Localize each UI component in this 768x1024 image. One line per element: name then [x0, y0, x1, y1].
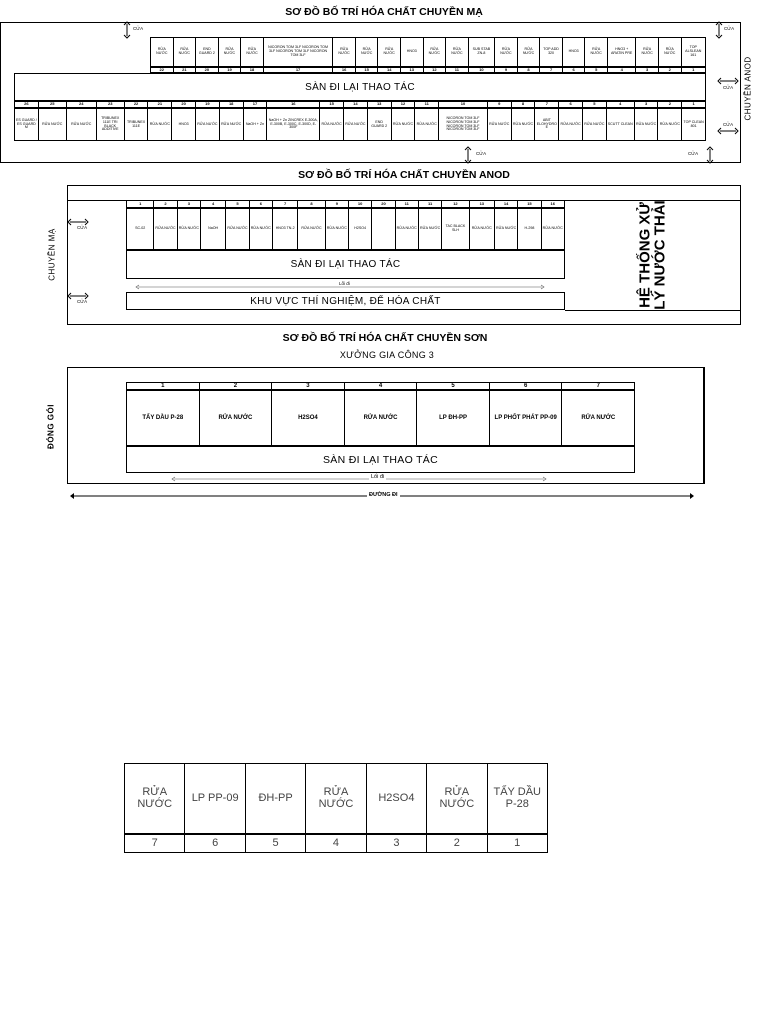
tank-cell: RỬA NƯỚC: [199, 390, 273, 446]
door-arrow-icon: [124, 22, 130, 38]
tank-number: 13: [400, 67, 424, 73]
plating-bottom-number-row: [14, 101, 706, 108]
tank-cell: HNO3: [562, 37, 586, 67]
tank-cell: RỬA NƯỚC: [240, 37, 264, 67]
legend-number: 4: [305, 834, 366, 853]
tank-cell: HNO3: [400, 37, 424, 67]
tank-cell: RỬA NƯỚC: [395, 208, 419, 250]
tank-number: 2: [658, 67, 682, 73]
door-label: CỬA: [77, 299, 88, 304]
tank-number: 6: [558, 101, 583, 108]
legend-number: 2: [426, 834, 487, 853]
tank-cell: TRIBUNEX 111E TRI BLACK ADDITIVE: [96, 108, 125, 141]
tank-number: 15: [517, 200, 541, 208]
tank-number: 16: [541, 200, 565, 208]
tank-cell: RỬA NƯỚC: [561, 390, 635, 446]
legend-number-row: [124, 834, 548, 853]
tank-cell: RỬA NƯỚC: [584, 37, 608, 67]
tank-cell: RỬA NƯỚC: [414, 108, 439, 141]
legend-number: 6: [184, 834, 245, 853]
tank-cell: TRIBUNEX 111E: [124, 108, 149, 141]
tank-cell: RỬA NƯỚC: [297, 208, 325, 250]
legend-cell: ĐH-PP: [245, 763, 306, 834]
aisle-label: Lối đi: [339, 281, 350, 286]
tank-number: 2: [153, 200, 177, 208]
plating-bottom-tank-row: [14, 108, 706, 141]
tank-cell: RỬA NƯỚC: [634, 108, 659, 141]
plating-walkway: SÀN ĐI LẠI THAO TÁC: [14, 73, 706, 101]
tank-cell: RỬA NƯỚC: [218, 37, 242, 67]
section3-subtitle: XƯỞNG GIA CÔNG 3: [339, 350, 435, 360]
side-label-plating: CHUYỀN MẠ: [47, 228, 57, 281]
tank-cell: HNO3 TN-2: [272, 208, 298, 250]
tank-number: 22: [150, 67, 174, 73]
section1-title: SƠ ĐỒ BỐ TRÍ HÓA CHẤT CHUYỀN MẠ: [285, 6, 483, 18]
road-label: ĐƯỜNG ĐI: [369, 492, 398, 498]
tank-cell: H-298: [517, 208, 541, 250]
tank-cell: NICORON TOM 3LF NICORON TOM 3LF NICORON TOM 3LF NICORON TOM 3LF: [438, 108, 488, 141]
tank-cell: RỬA NƯỚC: [582, 108, 607, 141]
anod-tank-row: [126, 208, 565, 250]
tank-cell: RỬA NƯỚC: [319, 108, 344, 141]
tank-number: 26: [14, 101, 39, 108]
tank-number: 18: [240, 67, 264, 73]
tank-number: 20: [171, 101, 196, 108]
tank-number: 6: [562, 67, 586, 73]
tank-number: 11: [414, 101, 439, 108]
tank-number: 1: [126, 200, 154, 208]
tank-cell: H2SO4: [271, 390, 345, 446]
tank-number: 7: [561, 382, 635, 390]
door-label: CỬA: [476, 151, 487, 156]
aisle-label: Lối đi: [371, 474, 385, 480]
tank-cell: HNO3: [171, 108, 196, 141]
tank-cell: LP PHỐT PHÁT PP-09: [489, 390, 563, 446]
door-label: CỬA: [133, 26, 144, 31]
tank-number: 14: [494, 200, 518, 208]
tank-number: 11: [395, 200, 419, 208]
door-arrow-icon: [465, 147, 471, 163]
tank-number: 5: [584, 67, 608, 73]
legend-number: 7: [124, 834, 185, 853]
tank-number: 1: [681, 67, 707, 73]
tank-cell: RỬA NƯỚC: [657, 108, 682, 141]
tank-number: 14: [377, 67, 401, 73]
tank-number: 4: [607, 67, 636, 73]
tank-cell: RỬA NƯỚC: [249, 208, 273, 250]
tank-cell: RỬA NƯỚC: [558, 108, 583, 141]
tank-number: 10: [438, 101, 488, 108]
tank-number: 8: [511, 101, 536, 108]
tank-number: 1: [126, 382, 200, 390]
plating-top-tank-row: [150, 37, 706, 67]
tank-number: 5: [225, 200, 249, 208]
tank-cell: RỬA NƯỚC: [511, 108, 536, 141]
tank-cell: RỬA NƯỚC: [517, 37, 541, 67]
tank-cell: RỬA NƯỚC: [325, 208, 349, 250]
paint-walkway: SÀN ĐI LẠI THAO TÁC: [126, 446, 635, 473]
tank-cell: RỬA NƯỚC: [344, 390, 418, 446]
door-arrow-icon: [707, 147, 713, 163]
legend-cell: RỬA NƯỚC: [426, 763, 487, 834]
tank-cell: RỬA NƯỚC: [423, 37, 447, 67]
tank-cell: NaOH: [200, 208, 226, 250]
tank-number: 7: [539, 67, 563, 73]
section3-title: SƠ ĐỒ BỐ TRÍ HÓA CHẤT CHUYỀN SƠN: [282, 332, 488, 344]
tank-cell: RỬA NƯỚC: [195, 108, 220, 141]
tank-cell: NaOH + Zn ZINCREX E-300A, E-300B, E-300C, E-300D, E-300F: [266, 108, 320, 141]
tank-number: 7: [534, 101, 559, 108]
tank-number: 24: [66, 101, 97, 108]
tank-number: 19: [195, 101, 220, 108]
tank-cell: RỬA NƯỚC: [494, 208, 518, 250]
legend-cell: RỬA NƯỚC: [124, 763, 185, 834]
tank-number: 21: [147, 101, 172, 108]
anod-lower-divider: [565, 310, 741, 311]
tank-cell: NaOH + Zn: [243, 108, 268, 141]
tank-number: 9: [487, 101, 512, 108]
door-label: CỬA: [724, 26, 735, 31]
tank-number: 18: [219, 101, 244, 108]
tank-cell: RỬA NƯỚC: [377, 37, 401, 67]
tank-cell: RỬA NƯỚC: [445, 37, 469, 67]
tank-cell: TOP ADD 320: [539, 37, 563, 67]
legend-number: 5: [245, 834, 306, 853]
tank-number: 2: [199, 382, 273, 390]
tank-number: 12: [423, 67, 447, 73]
wastewater-line2: LÝ NƯỚC THẢI: [652, 200, 669, 310]
door-label: CỬA: [723, 85, 734, 90]
legend-number: 1: [487, 834, 548, 853]
legend-tank-row: [124, 763, 548, 834]
tank-number: 17: [243, 101, 268, 108]
legend-cell: RỬA NƯỚC: [305, 763, 366, 834]
tank-number: 12: [441, 200, 469, 208]
tank-number: 8: [297, 200, 325, 208]
wastewater-system: [565, 200, 741, 310]
legend-number: 3: [366, 834, 427, 853]
tank-cell: HNO3 + ARATIN PRE: [607, 37, 636, 67]
tank-cell: RỬA NƯỚC: [332, 37, 356, 67]
door-label: CỬA: [723, 122, 734, 127]
tank-cell: ABIT ELOHYDRO E: [534, 108, 559, 141]
tank-number: 13: [367, 101, 392, 108]
tank-number: 5: [416, 382, 490, 390]
tank-number: 16: [332, 67, 356, 73]
tank-number: 4: [606, 101, 635, 108]
tank-number: 17: [263, 67, 334, 73]
tank-number: 3: [634, 101, 659, 108]
tank-number: 10: [348, 200, 372, 208]
tank-cell: RỬA NƯỚC: [418, 208, 442, 250]
tank-number: 3: [177, 200, 201, 208]
tank-number: 6: [489, 382, 563, 390]
tank-number: 14: [343, 101, 368, 108]
tank-cell: RỬA NƯỚC: [487, 108, 512, 141]
tank-cell: END GUARD 2: [367, 108, 392, 141]
tank-number: 16: [266, 101, 320, 108]
door-label: CỬA: [77, 225, 88, 230]
paint-tank-row: [126, 390, 635, 446]
legend-cell: TẨY DẦU P-28: [487, 763, 548, 834]
tank-number: 10: [468, 67, 495, 73]
tank-number: 15: [355, 67, 379, 73]
tank-cell: ES GUARD / ES GUARD M: [14, 108, 39, 141]
tank-number: 9: [494, 67, 518, 73]
tank-number: 9: [325, 200, 349, 208]
tank-number: 6: [249, 200, 273, 208]
tank-cell: RỬA NƯỚC: [541, 208, 565, 250]
tank-number: 1: [681, 101, 706, 108]
tank-number: 4: [200, 200, 226, 208]
door-arrow-icon: [716, 22, 722, 38]
tank-cell: RỬA NƯỚC: [173, 37, 197, 67]
tank-cell: SC-02: [126, 208, 154, 250]
tank-cell: [371, 208, 395, 250]
tank-cell: H2SO4: [348, 208, 372, 250]
legend-cell: H2SO4: [366, 763, 427, 834]
tank-number: 23: [96, 101, 125, 108]
tank-number: 3: [635, 67, 659, 73]
tank-cell: SCUTT CLEAN: [606, 108, 635, 141]
tank-cell: RỬA NƯỚC: [391, 108, 416, 141]
tank-number: 20: [195, 67, 219, 73]
tank-cell: RỬA NƯỚC: [469, 208, 495, 250]
tank-cell: NICORON TOM 3LF NICORON TOM 3LF NICORON TOM 3LF NICORON TOM 3LF: [263, 37, 334, 67]
tank-number: 11: [418, 200, 442, 208]
tank-number: 2: [657, 101, 682, 108]
wastewater-line1: HỆ THỐNG XỬ: [637, 202, 654, 308]
door-label: CỬA: [688, 151, 699, 156]
tank-cell: RỬA NƯỚC: [177, 208, 201, 250]
tank-cell: RỬA NƯỚC: [635, 37, 659, 67]
tank-cell: RỬA NƯỚC: [343, 108, 368, 141]
tank-cell: TOP ALSLEAN 161: [681, 37, 707, 67]
tank-number: 7: [272, 200, 298, 208]
tank-cell: RỬA NƯỚC: [225, 208, 249, 250]
tank-cell: RỬA NƯỚC: [494, 37, 518, 67]
anod-walkway: SÀN ĐI LẠI THAO TÁC: [126, 250, 565, 279]
lab-area: KHU VỰC THÍ NGHIỆM, ĐỂ HÓA CHẤT: [126, 292, 565, 310]
tank-number: 22: [124, 101, 149, 108]
anod-number-row: [126, 200, 565, 208]
tank-cell: RỬA NƯỚC: [66, 108, 97, 141]
tank-cell: LP ĐH-PP: [416, 390, 490, 446]
tank-number: 8: [517, 67, 541, 73]
side-label-packing: ĐÓNG GÓI: [46, 404, 56, 449]
tank-cell: RỬA NƯỚC: [153, 208, 177, 250]
tank-number: 11: [445, 67, 469, 73]
tank-cell: RỬA NƯỚC: [658, 37, 682, 67]
section2-title: SƠ ĐỒ BỐ TRÍ HÓA CHẤT CHUYỀN ANOD: [298, 169, 510, 181]
tank-cell: RỬA NƯỚC: [38, 108, 67, 141]
tank-number: 3: [271, 382, 345, 390]
tank-number: 20: [371, 200, 395, 208]
tank-cell: RỬA NƯỚC: [355, 37, 379, 67]
side-label-anod: CHUYỀN ANOD: [743, 56, 753, 121]
aisle-arrow-icon: [172, 476, 546, 482]
tank-number: 5: [582, 101, 607, 108]
tank-cell: RỬA NƯỚC: [147, 108, 172, 141]
tank-cell: TẨY DẦU P-28: [126, 390, 200, 446]
door-arrow-icon: [718, 128, 738, 134]
tank-cell: TAC BLACK SLH: [441, 208, 469, 250]
tank-cell: SUB STAB ZN-8: [468, 37, 495, 67]
tank-number: 12: [391, 101, 416, 108]
paint-number-row: [126, 382, 635, 390]
tank-number: 13: [469, 200, 495, 208]
tank-cell: RỬA NƯỚC: [150, 37, 174, 67]
tank-cell: END GUARD 2: [195, 37, 219, 67]
tank-number: 25: [38, 101, 67, 108]
tank-number: 4: [344, 382, 418, 390]
tank-number: 21: [173, 67, 197, 73]
legend-cell: LP PP-09: [184, 763, 245, 834]
tank-cell: RỬA NƯỚC: [219, 108, 244, 141]
tank-number: 19: [218, 67, 242, 73]
door-arrow-icon: [718, 78, 738, 84]
tank-number: 15: [319, 101, 344, 108]
tank-cell: TOP CLEAN 801: [681, 108, 706, 141]
